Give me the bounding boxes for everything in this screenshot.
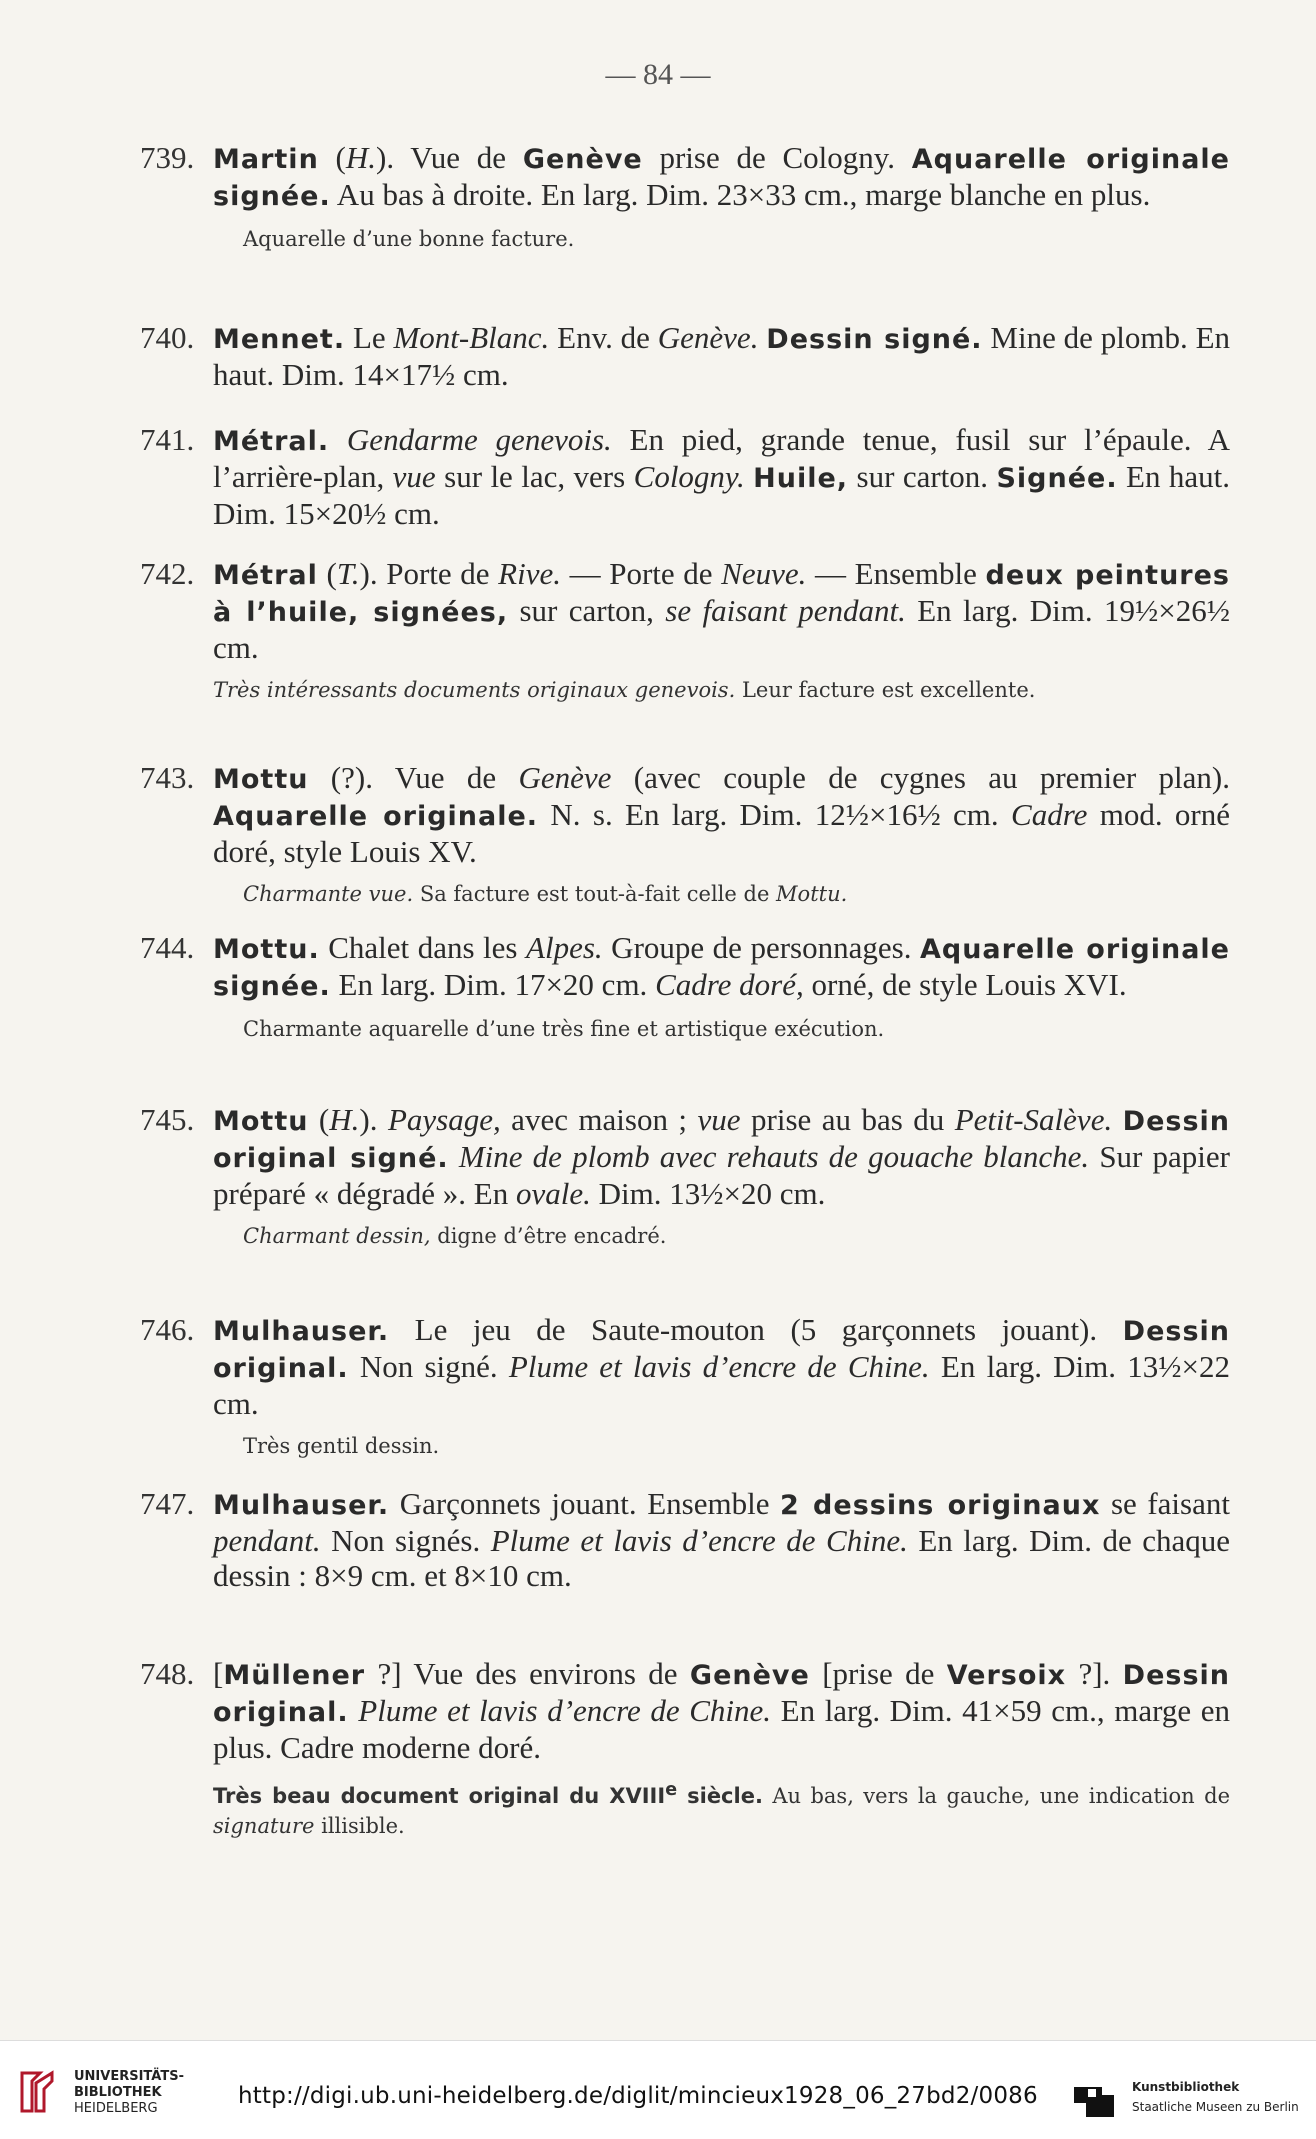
page-number: — 84 — — [605, 58, 711, 91]
entry-note: Aquarelle d’une bonne facture. — [243, 227, 575, 251]
entry-741 — [140, 422, 1231, 531]
entry-number: 745. — [140, 1102, 195, 1137]
entry-note: Très intéressants documents originaux genevois. Leur facture est excellente. — [213, 678, 1036, 702]
entry-number: 744. — [140, 930, 195, 965]
entry-body: Métral (T.). Porte de Rive. — Porte de Neuve. — Ensemble deux peintures à l’huile, signées, sur carton, se faisant pendant. En larg. Dim. 19½×26½ cm. — [213, 556, 1230, 665]
entry-note: Charmant dessin, digne d’être encadré. — [243, 1224, 667, 1248]
entry-739 — [140, 140, 1230, 254]
entry-number: 748. — [140, 1656, 195, 1691]
kunstbibliothek-logo-icon — [1072, 2079, 1116, 2119]
entry-note: Charmante vue. Sa facture est tout-à-fait celle de Mottu. — [243, 882, 848, 906]
entry-746 — [140, 1312, 1230, 1461]
kunstbibliothek-name: Kunstbibliothek Staatliche Museen zu Berlin — [1132, 2080, 1299, 2114]
entry-number: 741. — [140, 422, 195, 457]
entry-note: Très beau document original du XVIIIe siècle. Au bas, vers la gauche, une indication de signature illisible. — [213, 1780, 1231, 1838]
library-name: UNIVERSITÄTS- BIBLIOTHEK HEIDELBERG — [74, 2069, 184, 2116]
entry-745 — [140, 1102, 1231, 1251]
entry-747 — [140, 1486, 1230, 1593]
entry-body: Mulhauser. Le jeu de Saute-mouton (5 garçonnets jouant). Dessin original. Non signé. Plume et lavis d’encre de Chine. En larg. Dim. 13½×22 cm. — [213, 1312, 1230, 1421]
entry-note: Charmante aquarelle d’une très fine et artistique exécution. — [243, 1017, 885, 1041]
entry-body: Mottu. Chalet dans les Alpes. Groupe de personnages. Aquarelle originale signée. En larg. Dim. 17×20 cm. Cadre doré, orné, de style Louis XVI. — [213, 930, 1230, 1002]
entry-body: Mennet. Le Mont-Blanc. Env. de Genève. Dessin signé. Mine de plomb. En haut. Dim. 14×17½ cm. — [213, 320, 1231, 392]
entry-number: 739. — [140, 140, 195, 175]
entry-body: Mottu (H.). Paysage, avec maison ; vue prise au bas du Petit-Salève. Dessin original signé. Mine de plomb avec rehauts de gouache blanche. Sur papier préparé « dégradé ». En ovale. Dim. 13½×20 cm. — [213, 1102, 1231, 1211]
entry-body: Martin (H.). Vue de Genève prise de Cologny. Aquarelle originale signée. Au bas à droite. En larg. Dim. 23×33 cm., marge blanche en plus. — [213, 140, 1230, 212]
entry-744 — [140, 930, 1230, 1044]
entry-body: Mottu (?). Vue de Genève (avec couple de cygnes au premier plan). Aquarelle originale. N. s. En larg. Dim. 12½×16½ cm. Cadre mod. orné doré, style Louis XV. — [213, 760, 1231, 869]
entry-number: 742. — [140, 556, 195, 591]
entry-number: 746. — [140, 1312, 195, 1347]
ub-heidelberg-logo-icon — [18, 2069, 58, 2115]
entry-body: [Müllener ?] Vue des environs de Genève [prise de Versoix ?]. Dessin original. Plume et lavis d’encre de Chine. En larg. Dim. 41×59 cm., marge en plus. Cadre moderne doré. — [213, 1656, 1230, 1765]
entry-740 — [140, 320, 1231, 392]
entry-body: Métral. Gendarme genevois. En pied, grande tenue, fusil sur l’épaule. A l’arrière-plan, vue sur le lac, vers Cologny. Huile, sur carton. Signée. En haut. Dim. 15×20½ cm. — [213, 422, 1231, 531]
entry-748 — [140, 1656, 1231, 1841]
source-url-link[interactable]: http://digi.ub.uni-heidelberg.de/diglit/mincieux1928_06_27bd2/0086 — [238, 2083, 1038, 2109]
entry-number: 747. — [140, 1486, 195, 1521]
entry-note: Très gentil dessin. — [243, 1434, 440, 1458]
entry-743 — [140, 760, 1231, 909]
entry-number: 740. — [140, 320, 195, 355]
entry-number: 743. — [140, 760, 195, 795]
digitization-footer — [0, 2040, 1316, 2139]
entry-body: Mulhauser. Garçonnets jouant. Ensemble 2 dessins originaux se faisant pendant. Non signés. Plume et lavis d’encre de Chine. En larg. Dim. de chaque dessin : 8×9 cm. et 8×10 cm. — [213, 1486, 1230, 1593]
entry-742 — [140, 556, 1230, 705]
